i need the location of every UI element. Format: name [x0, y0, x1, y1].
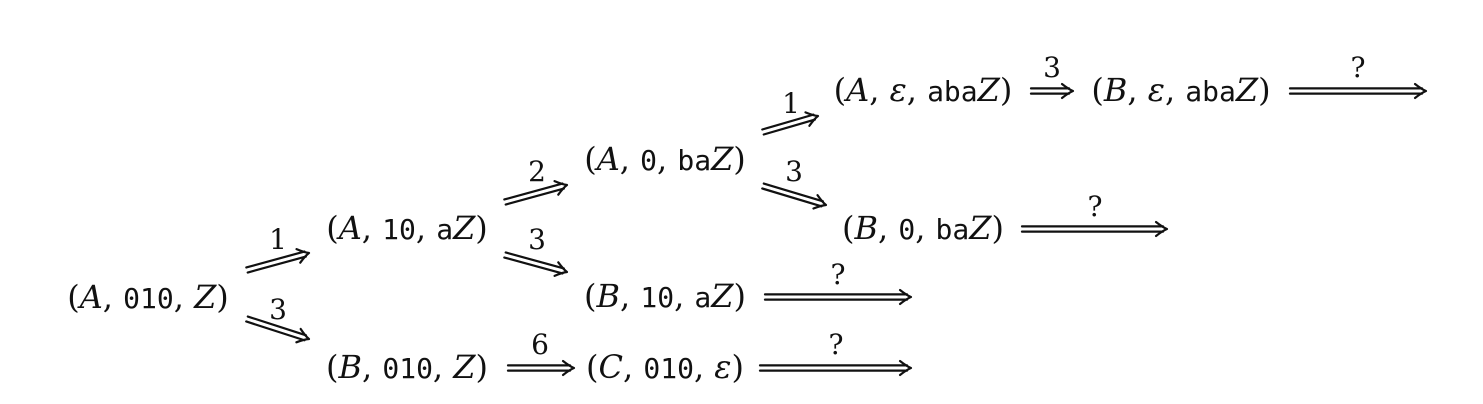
- input-string: 0: [898, 213, 916, 246]
- input-string: ε: [889, 71, 907, 109]
- input-string: 10: [640, 281, 675, 314]
- stack-symbols: aba: [927, 75, 978, 108]
- stack-bottom: Z: [711, 277, 734, 315]
- state-symbol: B: [854, 209, 879, 247]
- state-symbol: A: [596, 140, 620, 178]
- input-string: 010: [382, 352, 433, 385]
- stack-bottom: Z: [977, 71, 1000, 109]
- state-symbol: B: [596, 277, 621, 315]
- configuration-n5: (C, 010, ε): [586, 348, 744, 386]
- configuration-n3: (A, 0, baZ): [584, 140, 746, 178]
- transition-label: 3: [269, 293, 287, 326]
- input-string: 10: [382, 213, 416, 246]
- input-string: 010: [643, 352, 694, 385]
- stack-symbols: aba: [1185, 75, 1236, 108]
- transition-label: ?: [1087, 190, 1103, 223]
- transition-label: 1: [269, 223, 287, 256]
- input-string: 0: [640, 144, 658, 177]
- configuration-n7: (B, 0, baZ): [842, 209, 1004, 247]
- state-symbol: C: [598, 348, 624, 386]
- stack-bottom: Z: [194, 278, 217, 316]
- state-symbol: A: [338, 209, 362, 247]
- state-symbol: B: [338, 348, 363, 386]
- transition-label: 3: [785, 155, 803, 188]
- configuration-n6: (A, ε, abaZ): [833, 71, 1013, 109]
- transition-label: 1: [782, 87, 800, 120]
- transition-label: 2: [528, 155, 546, 188]
- stack-bottom: Z: [711, 140, 734, 178]
- stack-symbols: ba: [677, 144, 712, 177]
- configuration-n1: (A, 10, aZ): [326, 209, 488, 247]
- transition-label: 3: [528, 223, 546, 256]
- transition-arrow-n4-open: [765, 290, 911, 304]
- transition-arrow-n6-n8: [1031, 84, 1073, 98]
- stack-bottom: Z: [453, 348, 476, 386]
- stack-bottom: Z: [453, 209, 476, 247]
- state-symbol: B: [1103, 71, 1128, 109]
- transition-label: 6: [531, 328, 549, 361]
- stack-symbols: a: [694, 281, 712, 314]
- stack-bottom: Z: [969, 209, 992, 247]
- stack-symbols: a: [436, 213, 454, 246]
- stack-bottom: Z: [1235, 71, 1259, 109]
- configuration-n0: (A, 010, Z): [67, 278, 229, 316]
- transition-label: 3: [1043, 51, 1061, 84]
- transition-label: ?: [830, 258, 846, 291]
- transition-arrow-n8-open: [1290, 84, 1426, 98]
- stack-bottom: ε: [714, 348, 732, 386]
- state-symbol: A: [79, 278, 103, 316]
- state-symbol: A: [846, 71, 870, 109]
- transition-label: ?: [1350, 51, 1366, 84]
- configuration-n4: (B, 10, aZ): [584, 277, 746, 315]
- transition-arrow-n7-open: [1022, 222, 1167, 236]
- transition-arrow-n5-open: [760, 361, 911, 375]
- input-string: 010: [123, 282, 174, 315]
- configuration-n8: (B, ε, abaZ): [1091, 71, 1271, 109]
- stack-symbols: ba: [935, 213, 970, 246]
- transition-label: ?: [828, 328, 844, 361]
- configuration-n2: (B, 010, Z): [326, 348, 488, 386]
- input-string: ε: [1147, 71, 1165, 109]
- transition-arrow-n2-n5: [508, 361, 574, 375]
